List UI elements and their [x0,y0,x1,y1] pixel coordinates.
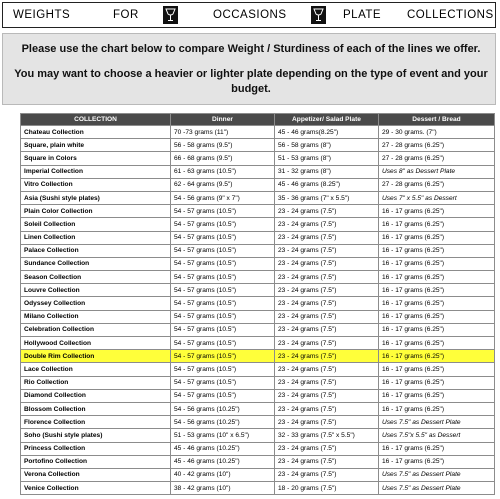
collection-cell: Palace Collection [21,244,171,257]
dinner-cell: 45 - 46 grams (10.25") [171,455,275,468]
dessert-cell: Uses 7.5" as Dessert Plate [379,482,495,495]
dinner-cell: 54 - 57 grams (10.5") [171,337,275,350]
dinner-cell: 66 - 68 grams (9.5") [171,152,275,165]
appetizer-cell: 23 - 24 grams (7.5") [275,257,379,270]
appetizer-cell: 23 - 24 grams (7.5") [275,350,379,363]
dessert-cell: 27 - 28 grams (6.25") [379,139,495,152]
table-row [21,139,495,152]
appetizer-cell: 23 - 24 grams (7.5") [275,244,379,257]
collection-cell: Louvre Collection [21,284,171,297]
header-collection: COLLECTION [21,114,171,126]
table-row [21,297,495,310]
dinner-cell: 54 - 57 grams (10.5") [171,389,275,402]
collection-cell: Portofino Collection [21,455,171,468]
appetizer-cell: 23 - 24 grams (7.5") [275,455,379,468]
header-dinner: Dinner [171,114,275,126]
collection-cell: Milano Collection [21,310,171,323]
appetizer-cell: 35 - 36 grams (7" x 5.5") [275,191,379,204]
table-row [21,244,495,257]
appetizer-cell: 56 - 58 grams (8") [275,139,379,152]
table-row [21,350,495,363]
table-row [21,165,495,178]
dinner-cell: 54 - 56 grams (9" x 7") [171,191,275,204]
collection-cell: Venice Collection [21,482,171,495]
dinner-cell: 54 - 57 grams (10.5") [171,205,275,218]
table-row [21,323,495,336]
table-row [21,363,495,376]
banner-word-plate: PLATE [343,9,382,21]
collection-cell: Lace Collection [21,363,171,376]
appetizer-cell: 23 - 24 grams (7.5") [275,363,379,376]
appetizer-cell: 23 - 24 grams (7.5") [275,284,379,297]
dessert-cell: 16 - 17 grams (6.25") [379,244,495,257]
collection-cell: Square, plain white [21,139,171,152]
appetizer-cell: 23 - 24 grams (7.5") [275,218,379,231]
appetizer-cell: 23 - 24 grams (7.5") [275,389,379,402]
dessert-cell: 16 - 17 grams (6.25") [379,455,495,468]
collection-cell: Blossom Collection [21,402,171,415]
intro-box [2,33,496,105]
wine-glass-icon [163,6,178,24]
dessert-cell: 16 - 17 grams (6.25") [379,257,495,270]
dinner-cell: 54 - 57 grams (10.5") [171,271,275,284]
dinner-cell: 40 - 42 grams (10") [171,468,275,481]
dinner-cell: 54 - 57 grams (10.5") [171,231,275,244]
banner-word-collections: COLLECTIONS [407,9,494,21]
table-row [21,284,495,297]
appetizer-cell: 18 - 20 grams (7.5") [275,482,379,495]
table-row [21,468,495,481]
dinner-cell: 54 - 57 grams (10.5") [171,257,275,270]
collection-cell: Verona Collection [21,468,171,481]
dinner-cell: 54 - 57 grams (10.5") [171,350,275,363]
collection-cell: Asia (Sushi style plates) [21,191,171,204]
appetizer-cell: 23 - 24 grams (7.5") [275,442,379,455]
dessert-cell: 16 - 17 grams (6.25") [379,363,495,376]
dinner-cell: 54 - 57 grams (10.5") [171,297,275,310]
dinner-cell: 54 - 57 grams (10.5") [171,376,275,389]
dinner-cell: 54 - 57 grams (10.5") [171,284,275,297]
appetizer-cell: 23 - 24 grams (7.5") [275,231,379,244]
table-row [21,429,495,442]
appetizer-cell: 45 - 46 grams(8.25") [275,126,379,139]
appetizer-cell: 45 - 46 grams (8.25") [275,178,379,191]
collection-cell: Diamond Collection [21,389,171,402]
table-row [21,257,495,270]
collection-cell: Odyssey Collection [21,297,171,310]
dessert-cell: 27 - 28 grams (6.25") [379,178,495,191]
dinner-cell: 51 - 53 grams (10" x 6.5") [171,429,275,442]
dessert-cell: Uses 7.5"x 5.5" as Dessert [379,429,495,442]
dinner-cell: 54 - 57 grams (10.5") [171,363,275,376]
collection-cell: Season Collection [21,271,171,284]
dessert-cell: 16 - 17 grams (6.25") [379,402,495,415]
dessert-cell: 16 - 17 grams (6.25") [379,337,495,350]
collection-cell: Imperial Collection [21,165,171,178]
appetizer-cell: 32 - 33 grams (7.5" x 5.5") [275,429,379,442]
collection-cell: Chateau Collection [21,126,171,139]
collection-cell: Florence Collection [21,416,171,429]
collection-cell: Square in Colors [21,152,171,165]
dinner-cell: 54 - 57 grams (10.5") [171,218,275,231]
dessert-cell: 16 - 17 grams (6.25") [379,205,495,218]
dinner-cell: 54 - 56 grams (10.25") [171,416,275,429]
intro-line-1: Please use the chart below to compare Weight / Sturdiness of each of the lines we offer. [21,43,481,55]
appetizer-cell: 23 - 24 grams (7.5") [275,416,379,429]
appetizer-cell: 23 - 24 grams (7.5") [275,323,379,336]
table-row [21,191,495,204]
wine-glass-icon [311,6,326,24]
appetizer-cell: 23 - 24 grams (7.5") [275,205,379,218]
dessert-cell: 16 - 17 grams (6.25") [379,218,495,231]
table-row [21,231,495,244]
table-row [21,126,495,139]
title-banner [2,2,496,28]
collection-cell: Princess Collection [21,442,171,455]
dinner-cell: 45 - 46 grams (10.25") [171,442,275,455]
dessert-cell: 16 - 17 grams (6.25") [379,284,495,297]
dinner-cell: 56 - 58 grams (9.5") [171,139,275,152]
table-row [21,218,495,231]
table-row [21,482,495,495]
banner-word-for: FOR [113,9,139,21]
table-row [21,376,495,389]
dessert-cell: 27 - 28 grams (6.25") [379,152,495,165]
table-row [21,455,495,468]
dessert-cell: 16 - 17 grams (6.25") [379,271,495,284]
table-row [21,402,495,415]
appetizer-cell: 31 - 32 grams (8") [275,165,379,178]
appetizer-cell: 23 - 24 grams (7.5") [275,376,379,389]
collection-cell: Sundance Collection [21,257,171,270]
dinner-cell: 54 - 57 grams (10.5") [171,310,275,323]
collection-cell: Rio Collection [21,376,171,389]
appetizer-cell: 23 - 24 grams (7.5") [275,271,379,284]
dessert-cell: 16 - 17 grams (6.25") [379,350,495,363]
table-row [21,271,495,284]
collection-cell: Celebration Collection [21,323,171,336]
collection-cell: Linen Collection [21,231,171,244]
dessert-cell: Uses 7.5" as Dessert Plate [379,416,495,429]
appetizer-cell: 23 - 24 grams (7.5") [275,297,379,310]
appetizer-cell: 23 - 24 grams (7.5") [275,402,379,415]
dessert-cell: 16 - 17 grams (6.25") [379,297,495,310]
table-row [21,178,495,191]
table-header-row [21,114,495,126]
dessert-cell: 16 - 17 grams (6.25") [379,376,495,389]
dinner-cell: 62 - 64 grams (9.5") [171,178,275,191]
dessert-cell: 16 - 17 grams (6.25") [379,323,495,336]
dinner-cell: 54 - 56 grams (10.25") [171,402,275,415]
dessert-cell: 16 - 17 grams (6.25") [379,442,495,455]
dinner-cell: 61 - 63 grams (10.5") [171,165,275,178]
dinner-cell: 70 -73 grams (11") [171,126,275,139]
appetizer-cell: 23 - 24 grams (7.5") [275,310,379,323]
table-row [21,152,495,165]
header-appetizer-salad: Appetizer/ Salad Plate [275,114,379,126]
collection-cell: Hollywood Collection [21,337,171,350]
collection-cell: Double Rim Collection [21,350,171,363]
collection-cell: Soho (Sushi style plates) [21,429,171,442]
dinner-cell: 54 - 57 grams (10.5") [171,244,275,257]
collection-cell: Vitro Collection [21,178,171,191]
intro-line-2: You may want to choose a heavier or lighter plate depending on the type of event and your budget. [14,68,488,95]
table-row [21,337,495,350]
table-row [21,389,495,402]
appetizer-cell: 51 - 53 grams (8") [275,152,379,165]
appetizer-cell: 23 - 24 grams (7.5") [275,468,379,481]
table-row [21,205,495,218]
dessert-cell: Uses 8" as Dessert Plate [379,165,495,178]
dessert-cell: 29 - 30 grams. (7") [379,126,495,139]
collection-cell: Plain Color Collection [21,205,171,218]
table-row [21,310,495,323]
banner-word-weights: WEIGHTS [13,9,71,21]
table-row [21,416,495,429]
banner-word-occasions: OCCASIONS [213,9,287,21]
dessert-cell: 16 - 17 grams (6.25") [379,231,495,244]
dessert-cell: Uses 7" x 5.5" as Dessert [379,191,495,204]
appetizer-cell: 23 - 24 grams (7.5") [275,337,379,350]
dinner-cell: 54 - 57 grams (10.5") [171,323,275,336]
table-row [21,442,495,455]
collection-cell: Soleil Collection [21,218,171,231]
dessert-cell: 16 - 17 grams (6.25") [379,389,495,402]
dessert-cell: Uses 7.5" as Dessert Plate [379,468,495,481]
header-dessert-bread: Dessert / Bread [379,114,495,126]
dinner-cell: 38 - 42 grams (10") [171,482,275,495]
dessert-cell: 16 - 17 grams (6.25") [379,310,495,323]
weight-chart-table [20,113,495,495]
